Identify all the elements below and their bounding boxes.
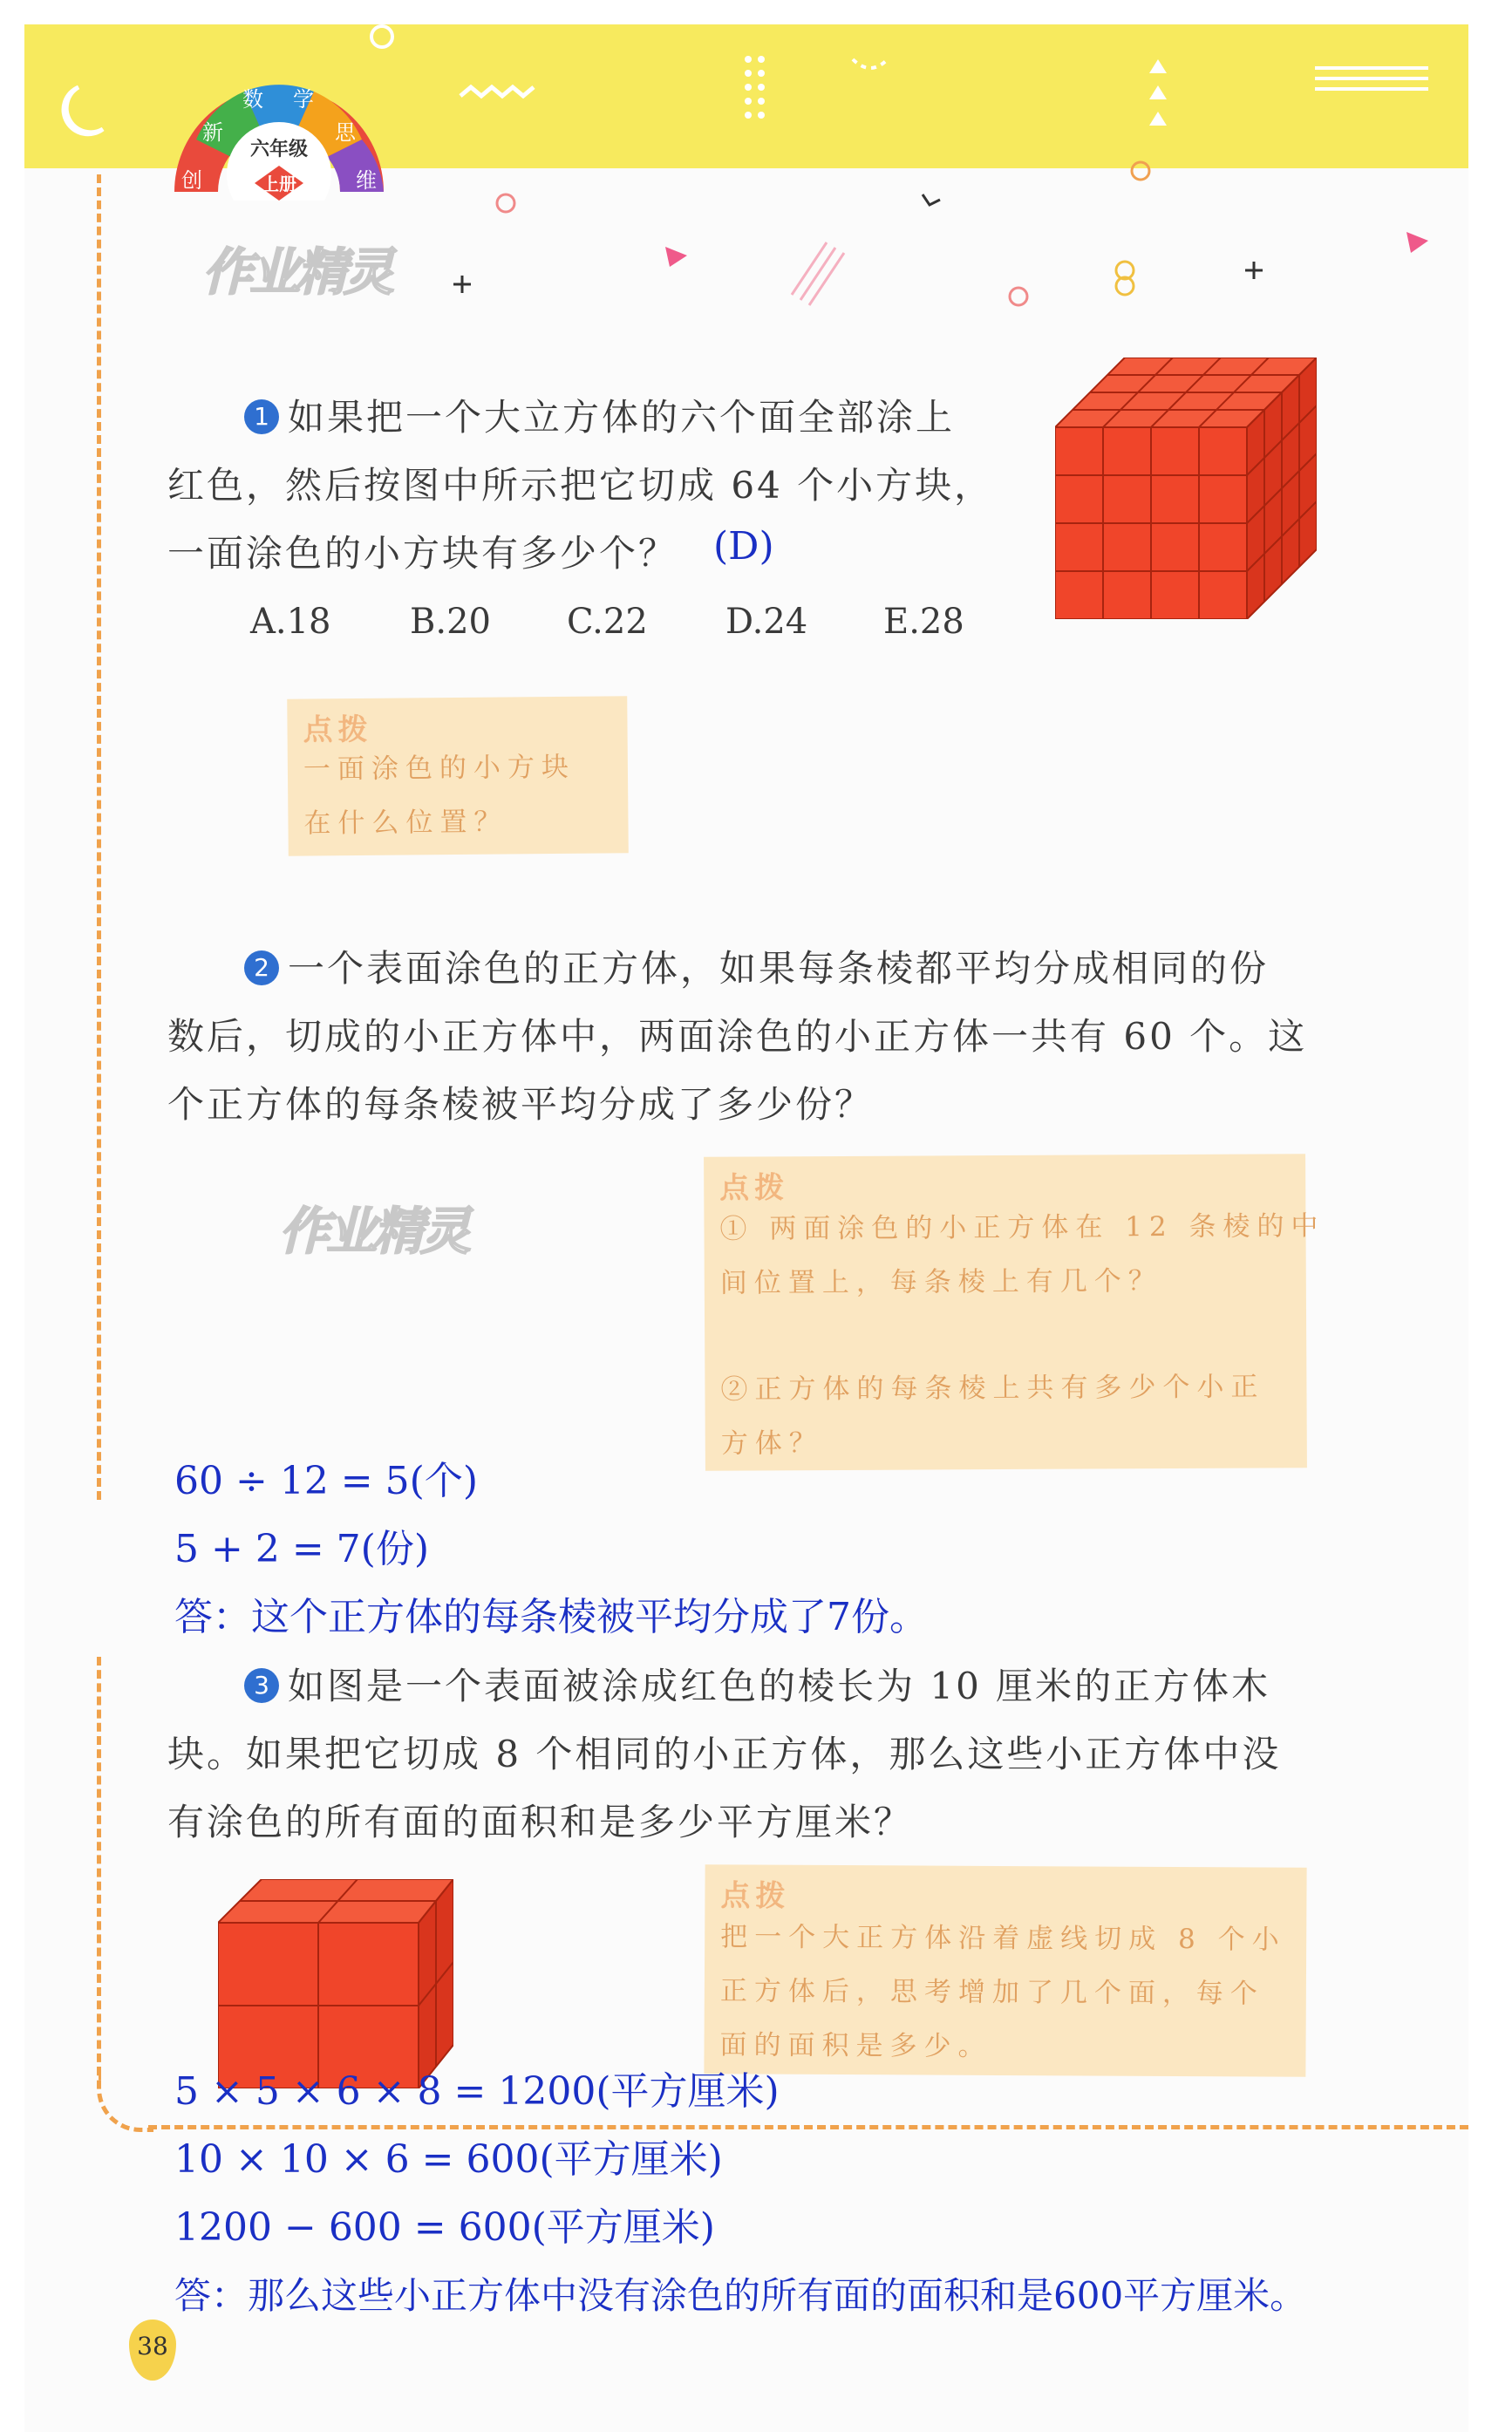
watermark-2: 作业精灵 bbox=[279, 1202, 468, 1261]
q1-option-e: E.28 bbox=[883, 602, 964, 642]
q1-option-b: B.20 bbox=[410, 602, 492, 642]
q3-hint-title: 点拨 bbox=[720, 1878, 791, 1914]
q1-line-2: 红色，然后按图中所示把它切成 64 个小方块， bbox=[167, 464, 994, 507]
q2-solution-2: 5 + 2 = 7(份) bbox=[174, 1527, 429, 1571]
svg-text:六年级: 六年级 bbox=[249, 139, 309, 160]
cube-4x4-figure bbox=[1055, 358, 1317, 619]
svg-text:学: 学 bbox=[293, 87, 314, 112]
q3-solution-1: 5 × 5 × 6 × 8 = 1200(平方厘米) bbox=[174, 2069, 780, 2114]
svg-text:新: 新 bbox=[202, 120, 223, 145]
q3-solution-answer: 答：那么这些小正方体中没有涂色的所有面的面积和是600平方厘米。 bbox=[174, 2274, 1307, 2317]
q2-hint-line-1: ① 两面涂色的小正方体在 12 条棱的中 bbox=[719, 1210, 1325, 1245]
q2-line-1: 2 一个表面涂色的正方体，如果每条棱都平均分成相同的份 bbox=[244, 935, 1269, 1003]
q2-line-3: 个正方体的每条棱被平均分成了多少份？ bbox=[167, 1083, 875, 1126]
q1-line-3: 一面涂色的小方块有多少个？ bbox=[167, 532, 678, 575]
q2-hint-title: 点拨 bbox=[719, 1170, 790, 1206]
q1-option-c: C.22 bbox=[567, 602, 648, 642]
q2-hint-box bbox=[704, 1154, 1325, 1471]
svg-text:上册: 上册 bbox=[262, 174, 296, 194]
q1-hint-box bbox=[287, 696, 629, 855]
watermark: 作业精灵 bbox=[202, 242, 392, 302]
series-logo bbox=[166, 44, 392, 201]
q3-solution-3: 1200 − 600 = 600(平方厘米) bbox=[174, 2205, 715, 2250]
q1-line-1: 1 如果把一个大立方体的六个面全部涂上 bbox=[244, 384, 955, 452]
q2-hint-line-2: 间位置上，每条棱上有几个？ bbox=[719, 1265, 1162, 1299]
q3-solution-2: 10 × 10 × 6 = 600(平方厘米) bbox=[174, 2137, 723, 2182]
svg-text:维: 维 bbox=[356, 168, 377, 193]
q3-hint-line-3: 面的面积是多少。 bbox=[719, 2029, 992, 2062]
q3-hint-box bbox=[704, 1864, 1306, 2077]
q2-line-2: 数后，切成的小正方体中，两面涂色的小正方体一共有 60 个。这 bbox=[167, 1015, 1308, 1058]
q1-answer: (D) bbox=[713, 524, 774, 569]
q3-line-3: 有涂色的所有面的面积和是多少平方厘米？ bbox=[167, 1801, 914, 1843]
left-dashed-border-2 bbox=[97, 1657, 101, 2075]
cube-2x2-figure bbox=[218, 1879, 453, 2088]
q3-line-2: 块。如果把它切成 8 个相同的小正方体，那么这些小正方体中没 bbox=[167, 1733, 1282, 1775]
q1-number-badge: 1 bbox=[244, 399, 279, 434]
svg-text:数: 数 bbox=[242, 87, 263, 112]
q3-hint-line-2: 正方体后，思考增加了几个面，每个 bbox=[719, 1975, 1264, 2010]
moon-icon bbox=[64, 87, 103, 134]
q1-hint-title: 点拨 bbox=[303, 712, 373, 748]
q2-hint-line-4: 方体？ bbox=[720, 1427, 823, 1460]
q3-hint-line-1: 把一个大正方体沿着虚线切成 8 个小 bbox=[720, 1921, 1286, 1956]
left-dashed-border bbox=[97, 174, 101, 1500]
q1-option-a: A.18 bbox=[250, 602, 331, 642]
q1-hint-line-2: 在什么位置？ bbox=[303, 806, 508, 840]
page-number: 38 bbox=[129, 2320, 176, 2381]
q2-solution-1: 60 ÷ 12 = 5(个) bbox=[174, 1459, 478, 1503]
q3-line-1: 3 如图是一个表面被涂成红色的棱长为 10 厘米的正方体木 bbox=[244, 1652, 1270, 1720]
q2-solution-answer: 答：这个正方体的每条棱被平均分成了7份。 bbox=[174, 1595, 928, 1639]
q1-hint-line-1: 一面涂色的小方块 bbox=[303, 751, 576, 786]
q3-number-badge: 3 bbox=[244, 1668, 279, 1703]
svg-text:创: 创 bbox=[181, 168, 202, 193]
q1-option-d: D.24 bbox=[725, 602, 808, 642]
q2-number-badge: 2 bbox=[244, 950, 279, 985]
q2-hint-line-3: ②正方体的每条棱上共有多少个小正 bbox=[720, 1371, 1265, 1406]
svg-text:思: 思 bbox=[335, 120, 356, 145]
